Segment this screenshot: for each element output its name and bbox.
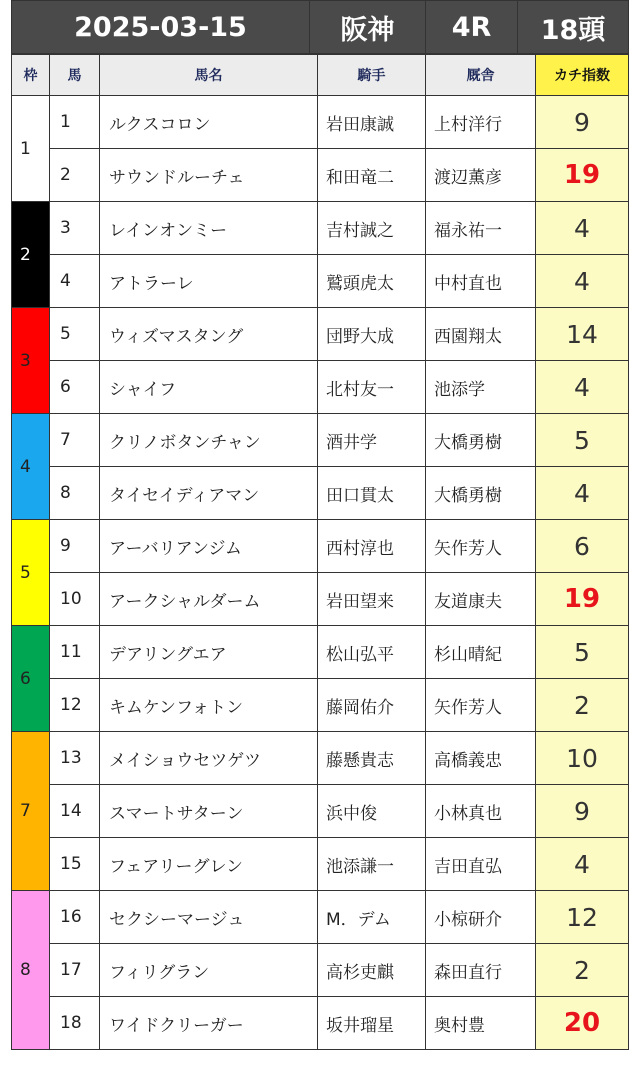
col-horse-name: 馬名 [100, 55, 318, 96]
horse-number: 8 [50, 467, 100, 520]
kachi-index: 12 [536, 891, 629, 944]
trainer-name: 森田直行 [426, 944, 536, 997]
kachi-index: 5 [536, 626, 629, 679]
kachi-index: 2 [536, 944, 629, 997]
kachi-index: 5 [536, 414, 629, 467]
jockey-name: 北村友一 [318, 361, 426, 414]
frame-cell: 2 [12, 202, 50, 308]
table-row [12, 785, 629, 838]
horse-number: 5 [50, 308, 100, 361]
column-header-row [12, 55, 629, 96]
kachi-index: 4 [536, 838, 629, 891]
jockey-name: 藤岡佑介 [318, 679, 426, 732]
kachi-index: 10 [536, 732, 629, 785]
kachi-index: 4 [536, 467, 629, 520]
runner-count: 18頭 [518, 1, 629, 54]
col-waku: 枠 [12, 55, 50, 96]
horse-number: 2 [50, 149, 100, 202]
horse-name: スマートサターン [100, 785, 318, 838]
frame-cell: 8 [12, 891, 50, 1050]
jockey-name: M．デム [318, 891, 426, 944]
table-row [12, 732, 629, 785]
horse-name: メイショウセツゲツ [100, 732, 318, 785]
horse-number: 9 [50, 520, 100, 573]
kachi-index: 6 [536, 520, 629, 573]
table-row [12, 149, 629, 202]
horse-name: フィリグラン [100, 944, 318, 997]
trainer-name: 矢作芳人 [426, 679, 536, 732]
trainer-name: 大橋勇樹 [426, 414, 536, 467]
race-date: 2025-03-15 [12, 1, 310, 54]
trainer-name: 矢作芳人 [426, 520, 536, 573]
kachi-index: 4 [536, 361, 629, 414]
col-kachi-index: カチ指数 [536, 55, 629, 96]
horse-name: アークシャルダーム [100, 573, 318, 626]
horse-name: フェアリーグレン [100, 838, 318, 891]
horse-name: アトラーレ [100, 255, 318, 308]
kachi-index: 9 [536, 96, 629, 149]
horse-number: 11 [50, 626, 100, 679]
table-row [12, 838, 629, 891]
trainer-name: 奥村豊 [426, 997, 536, 1050]
horse-name: サウンドルーチェ [100, 149, 318, 202]
frame-cell: 3 [12, 308, 50, 414]
table-row [12, 891, 629, 944]
kachi-index: 20 [536, 997, 629, 1050]
kachi-index: 4 [536, 202, 629, 255]
jockey-name: 吉村誠之 [318, 202, 426, 255]
trainer-name: 池添学 [426, 361, 536, 414]
horse-name: ルクスコロン [100, 96, 318, 149]
jockey-name: 浜中俊 [318, 785, 426, 838]
trainer-name: 高橋義忠 [426, 732, 536, 785]
horse-name: アーバリアンジム [100, 520, 318, 573]
trainer-name: 渡辺薫彦 [426, 149, 536, 202]
horse-name: ウィズマスタング [100, 308, 318, 361]
jockey-name: 坂井瑠星 [318, 997, 426, 1050]
trainer-name: 杉山晴紀 [426, 626, 536, 679]
trainer-name: 中村直也 [426, 255, 536, 308]
table-row [12, 626, 629, 679]
horse-number: 15 [50, 838, 100, 891]
table-row [12, 361, 629, 414]
kachi-index: 19 [536, 573, 629, 626]
horse-name: デアリングエア [100, 626, 318, 679]
frame-cell: 1 [12, 96, 50, 202]
col-horse-number: 馬 [50, 55, 100, 96]
horse-number: 12 [50, 679, 100, 732]
jockey-name: 岩田康誠 [318, 96, 426, 149]
kachi-index: 19 [536, 149, 629, 202]
horse-name: シャイフ [100, 361, 318, 414]
race-number: 4R [426, 1, 518, 54]
horse-number: 10 [50, 573, 100, 626]
table-row [12, 944, 629, 997]
table-row [12, 679, 629, 732]
trainer-name: 西園翔太 [426, 308, 536, 361]
frame-cell: 6 [12, 626, 50, 732]
jockey-name: 団野大成 [318, 308, 426, 361]
jockey-name: 酒井学 [318, 414, 426, 467]
jockey-name: 藤懸貴志 [318, 732, 426, 785]
trainer-name: 小椋研介 [426, 891, 536, 944]
kachi-index: 2 [536, 679, 629, 732]
frame-cell: 4 [12, 414, 50, 520]
horse-number: 14 [50, 785, 100, 838]
jockey-name: 和田竜二 [318, 149, 426, 202]
frame-cell: 7 [12, 732, 50, 891]
table-row [12, 96, 629, 149]
frame-cell: 5 [12, 520, 50, 626]
kachi-index: 4 [536, 255, 629, 308]
horse-name: タイセイディアマン [100, 467, 318, 520]
entry-table [11, 54, 629, 1050]
jockey-name: 岩田望来 [318, 573, 426, 626]
horse-number: 13 [50, 732, 100, 785]
horse-name: ワイドクリーガー [100, 997, 318, 1050]
trainer-name: 吉田直弘 [426, 838, 536, 891]
horse-number: 7 [50, 414, 100, 467]
kachi-index: 14 [536, 308, 629, 361]
table-row [12, 202, 629, 255]
horse-name: クリノボタンチャン [100, 414, 318, 467]
jockey-name: 松山弘平 [318, 626, 426, 679]
horse-number: 16 [50, 891, 100, 944]
race-course: 阪神 [310, 1, 426, 54]
table-row [12, 255, 629, 308]
horse-number: 17 [50, 944, 100, 997]
horse-number: 6 [50, 361, 100, 414]
trainer-name: 大橋勇樹 [426, 467, 536, 520]
col-trainer: 厩舎 [426, 55, 536, 96]
horse-number: 1 [50, 96, 100, 149]
horse-name: キムケンフォトン [100, 679, 318, 732]
horse-number: 3 [50, 202, 100, 255]
trainer-name: 友道康夫 [426, 573, 536, 626]
horse-number: 4 [50, 255, 100, 308]
table-row [12, 414, 629, 467]
horse-name: セクシーマージュ [100, 891, 318, 944]
entry-rows [12, 96, 629, 1050]
kachi-index: 9 [536, 785, 629, 838]
jockey-name: 西村淳也 [318, 520, 426, 573]
race-card [11, 0, 628, 1050]
table-row [12, 573, 629, 626]
col-jockey: 騎手 [318, 55, 426, 96]
trainer-name: 上村洋行 [426, 96, 536, 149]
race-header [11, 0, 629, 54]
trainer-name: 小林真也 [426, 785, 536, 838]
table-row [12, 997, 629, 1050]
jockey-name: 高杉吏麒 [318, 944, 426, 997]
jockey-name: 鷲頭虎太 [318, 255, 426, 308]
jockey-name: 田口貫太 [318, 467, 426, 520]
trainer-name: 福永祐一 [426, 202, 536, 255]
table-row [12, 467, 629, 520]
table-row [12, 308, 629, 361]
jockey-name: 池添謙一 [318, 838, 426, 891]
horse-name: レインオンミー [100, 202, 318, 255]
table-row [12, 520, 629, 573]
horse-number: 18 [50, 997, 100, 1050]
